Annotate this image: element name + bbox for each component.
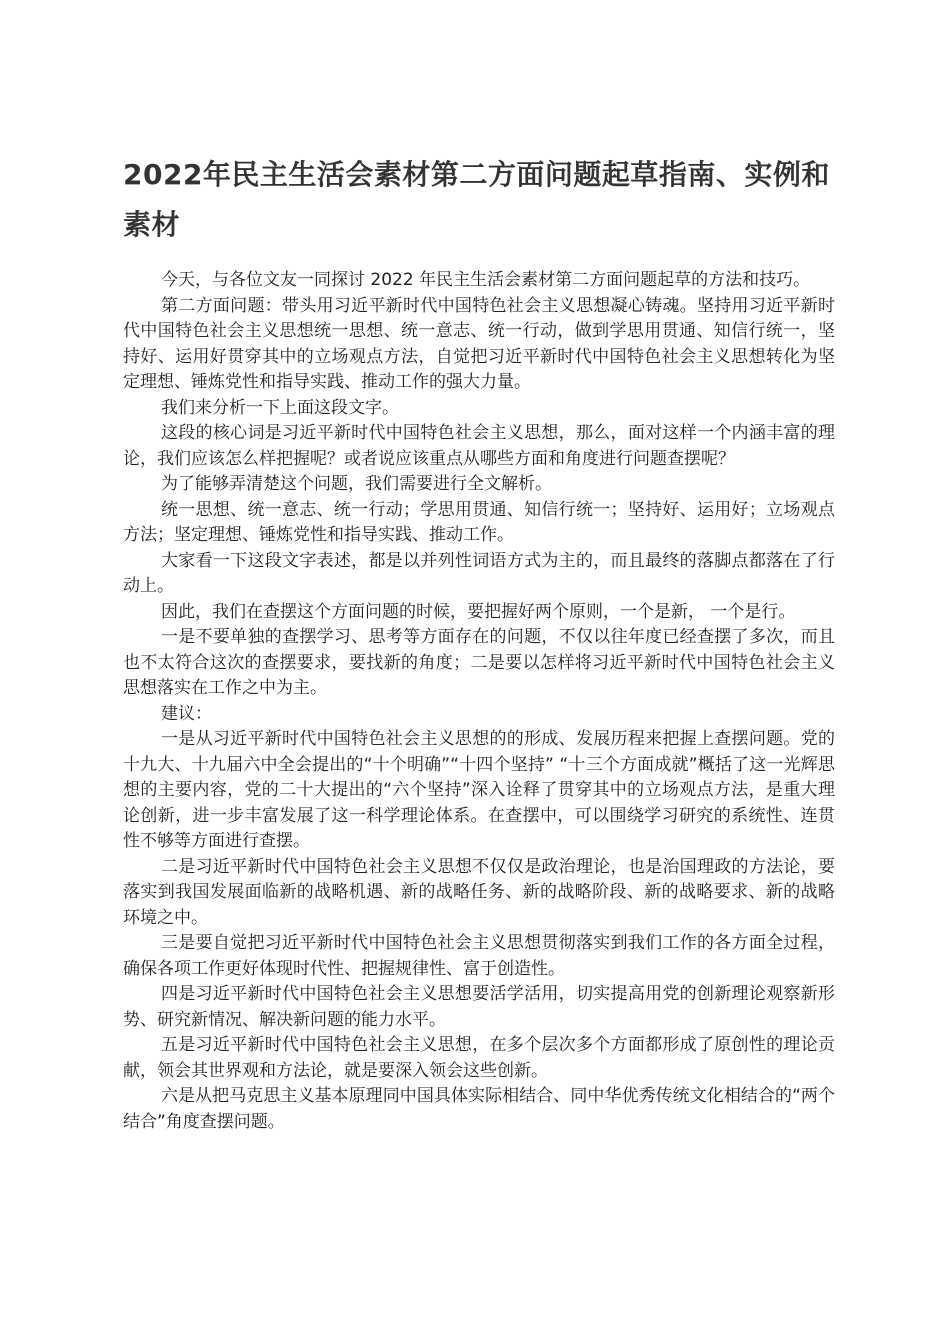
paragraph-analysis-lead: 我们来分析一下上面这段文字。 (161, 397, 399, 418)
document-page (123, 150, 835, 1135)
paragraph-second-aspect: 第二方面问题：带头用习近平新时代中国特色社会主义思想凝心铸魂。坚持用习近平新时代中国特色社会主义思想统一思想、统一意志、统一行动，做到学思用贯通、知信行统一，坚持好、运用好贯穿其中的立场观点方法，自觉把习近平新时代中国特色社会主义思想转化为坚定理想、锤炼党性和指导实践、推动工作的强大力量。 (123, 295, 835, 392)
paragraph-suggestion-2: 二是习近平新时代中国特色社会主义思想不仅仅是政治理论，也是治国理政的方法论，要落实到我国发展面临新的战略机遇、新的战略任务、新的战略阶段、新的战略要求、新的战略环境之中。 (123, 856, 835, 928)
paragraph-suggestion-5: 五是习近平新时代中国特色社会主义思想，在多个层次多个方面都形成了原创性的理论贡献，领会其世界观和方法论，就是要深入领会这些创新。 (123, 1035, 835, 1081)
paragraph-intro: 今天，与各位文友一同探讨 2022 年民主生活会素材第二方面问题起草的方法和技巧。 (161, 270, 811, 290)
paragraph-full-text-analysis: 为了能够弄清楚这个问题，我们需要进行全文解析。 (161, 474, 552, 494)
paragraph-suggestion-heading: 建议： (161, 703, 212, 724)
paragraph-expression: 大家看一下这段文字表述，都是以并列性词语方式为主的，而且最终的落脚点都落在了行动上。 (123, 550, 835, 596)
paragraph-suggestion-6: 六是从把马克思主义基本原理同中国具体实际相结合、同中华优秀传统文化相结合的“两个结合”角度查摆问题。 (123, 1086, 835, 1132)
document-title: 2022年民主生活会素材第二方面问题起草指南、实例和素材 (123, 158, 830, 241)
paragraph-suggestion-1: 一是从习近平新时代中国特色社会主义思想的的形成、发展历程来把握上查摆问题。党的十九大、十九届六中全会提出的“十个明确”“十四个坚持” “十三个方面成就”概括了这一光辉思想的主要内容，党的二十大提出的“六个坚持”深入诠释了贯穿其中的立场观点方法，是重大理论创新，进一步丰富发展了这一科学理论体系。在查摆中，可以围绕学习研究的系统性、连贯性不够等方面进行查摆。 (123, 729, 835, 851)
paragraph-key-phrases: 统一思想、统一意志、统一行动；学思用贯通、知信行统一；坚持好、运用好；立场观点方法；坚定理想、锤炼党性和指导实践、推动工作。 (123, 499, 835, 545)
paragraph-principle-detail: 一是不要单独的查摆学习、思考等方面存在的问题，不仅以往年度已经查摆了多次，而且也不太符合这次的查摆要求，要找新的角度；二是要以怎样将习近平新时代中国特色社会主义思想落实在工作之中为主。 (123, 627, 835, 698)
paragraph-core-word: 这段的核心词是习近平新时代中国特色社会主义思想，那么，面对这样一个内涵丰富的理论，我们应该怎么样把握呢？或者说应该重点从哪些方面和角度进行问题查摆呢？ (123, 423, 835, 469)
paragraph-suggestion-3: 三是要自觉把习近平新时代中国特色社会主义思想贯彻落实到我们工作的各方面全过程，确保各项工作更好体现时代性、把握规律性、富于创造性。 (123, 933, 835, 979)
paragraph-suggestion-4: 四是习近平新时代中国特色社会主义思想要活学活用，切实提高用党的创新理论观察新形势、研究新情况、解决新问题的能力水平。 (123, 984, 835, 1030)
paragraph-principles: 因此，我们在查摆这个方面问题的时候，要把握好两个原则，一个是新， 一个是行。 (161, 601, 796, 622)
